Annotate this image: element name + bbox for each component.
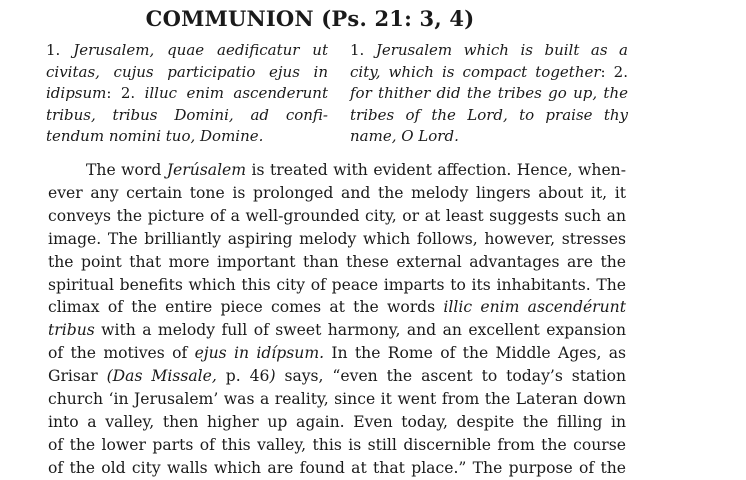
text-run: for thither did the tribes go up, the [350, 84, 628, 102]
text-run: illic enim ascendérunt [443, 298, 626, 317]
text-run: says, “even the ascent to today’s station [275, 367, 627, 386]
text-run: The word [86, 161, 167, 179]
text-run: conveys the picture of a well-grounded city, or at least suggests such an [48, 206, 626, 225]
body-line [48, 319, 626, 342]
english-line [350, 62, 628, 84]
text-run: church ‘in Jerusalem’ was a reality, since it went from the Lateran down [48, 390, 626, 409]
text-run: the point that more important than these external advantages are the [48, 252, 626, 271]
body-line [48, 274, 626, 297]
english-translation-column [350, 40, 628, 148]
text-run: tribus [48, 321, 95, 340]
latin-line [46, 40, 328, 62]
text-run: Jerusalem which is built as a [375, 41, 628, 59]
heading-reference: (Ps. 21: 3, 4) [321, 6, 475, 31]
text-run: is treated with evident affection. Hence, when- [246, 161, 626, 179]
english-line [350, 126, 628, 148]
text-run: tribus, tribus Domini, ad confi- [46, 105, 328, 124]
text-run: p. 46 [216, 367, 270, 386]
english-line [350, 83, 628, 105]
latin-line [46, 105, 328, 127]
body-line [48, 182, 626, 205]
text-run: civitas, cujus participatio ejus in [46, 62, 328, 81]
body-line [48, 159, 626, 182]
text-run: Jerusalem, quae aedificatur ut [73, 41, 328, 59]
latin-text-column [46, 40, 328, 148]
text-run: : 2. [106, 84, 145, 102]
parallel-text-columns [46, 40, 628, 152]
latin-line [46, 83, 328, 105]
text-run: name, O Lord. [350, 127, 459, 145]
commentary-paragraph [48, 159, 626, 480]
body-line [48, 365, 626, 388]
text-run: of the lower parts of this valley, this is still discernible from the course [48, 435, 626, 454]
text-run: Jerúsalem [166, 161, 247, 179]
text-run: 1. [350, 41, 376, 59]
text-run: climax of the entire piece comes at the words [48, 298, 444, 317]
latin-line [46, 62, 328, 84]
text-run: image. The brilliantly aspiring melody which follows, however, stresses [48, 229, 626, 248]
text-run: ejus in idípsum. [194, 344, 325, 363]
text-run: (Das Missale, [106, 367, 217, 386]
text-run: ever any certain tone is prolonged and the melody lingers about it, it [48, 183, 626, 202]
english-line [350, 105, 628, 127]
body-line [48, 411, 626, 434]
text-run: with a melody full of sweet harmony, and an excellent expansion [94, 321, 626, 340]
text-run: idipsum [46, 84, 107, 102]
text-run: : 2. [600, 62, 628, 81]
text-run: of the motives of [48, 344, 195, 363]
text-run: city, which is compact together [350, 62, 601, 81]
section-heading [0, 6, 620, 31]
body-line [48, 228, 626, 251]
text-run: 1. [46, 41, 74, 59]
text-run: spiritual benefits which this city of peace imparts to its inhabitants. The [48, 275, 626, 294]
body-line [48, 205, 626, 228]
text-run: illuc enim ascenderunt [144, 84, 328, 102]
body-line [48, 457, 626, 480]
body-line [48, 342, 626, 365]
body-line [48, 251, 626, 274]
text-run: tribes of the Lord, to praise thy [350, 105, 628, 124]
text-run: into a valley, then higher up again. Even today, despite the filling in [48, 412, 626, 431]
text-run: In the Rome of the Middle Ages, as [324, 344, 627, 363]
text-run: tendum nomini tuo, Domine. [46, 127, 264, 145]
body-line [48, 388, 626, 411]
heading-title: COMMUNION [145, 6, 314, 31]
text-run: Grisar [48, 367, 107, 386]
body-line [48, 434, 626, 457]
body-line [48, 296, 626, 319]
english-line [350, 40, 628, 62]
text-run: ) [269, 367, 276, 386]
latin-line [46, 126, 328, 148]
text-run: of the old city walls which are found at that place.” The purpose of the [48, 458, 626, 477]
